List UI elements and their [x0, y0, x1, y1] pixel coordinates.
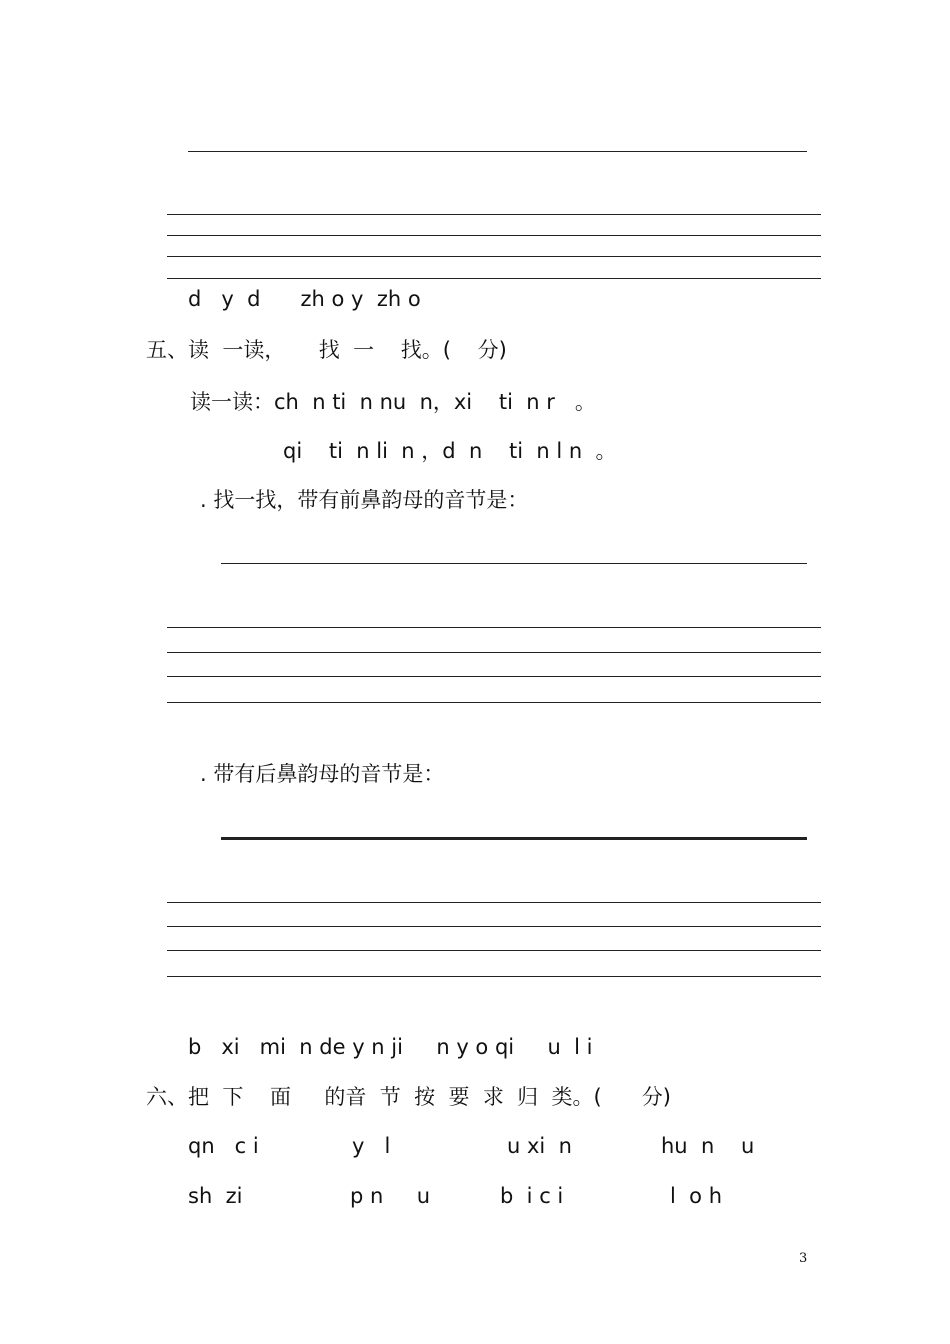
read-line-1: 读一读：ch n ti n nu n，xi ti n r 。 — [190, 390, 596, 414]
page-number: 3 — [799, 1251, 808, 1266]
syllable-item: hu n u — [661, 1134, 755, 1158]
syllable-item: qn c i — [188, 1134, 259, 1158]
pinyin-line: d y d zh o y zh o — [188, 287, 421, 311]
writing-line — [167, 950, 821, 951]
writing-line — [167, 652, 821, 653]
syllable-item: b i c i — [500, 1184, 564, 1208]
writing-line — [167, 278, 821, 279]
section-heading-5: 五、读 一读， 找 一 找。( 分) — [146, 338, 507, 362]
section-heading-6: 六、把 下 面 的音 节 按 要 求 归 类。( 分) — [146, 1085, 671, 1109]
answer-line — [221, 563, 807, 564]
writing-line — [167, 214, 821, 215]
syllable-item: l o h — [670, 1184, 723, 1208]
writing-line — [167, 256, 821, 257]
writing-line — [167, 676, 821, 677]
answer-line — [188, 151, 807, 152]
syllable-item: y l — [352, 1134, 391, 1158]
find-back-nasal-prompt: . 带有后鼻韵母的音节是： — [200, 762, 445, 786]
writing-line — [167, 902, 821, 903]
syllable-item: sh zi — [188, 1184, 243, 1208]
find-front-nasal-prompt: . 找一找，带有前鼻韵母的音节是： — [200, 488, 529, 512]
pinyin-line: b xi mi n de y n ji n y o qi u l i — [188, 1035, 593, 1059]
writing-line — [167, 627, 821, 628]
answer-line — [221, 837, 807, 840]
writing-line — [167, 926, 821, 927]
read-line-2: qi ti n li n ，d n ti n l n 。 — [283, 439, 617, 463]
writing-line — [167, 702, 821, 703]
syllable-item: u xi n — [507, 1134, 572, 1158]
writing-line — [167, 235, 821, 236]
writing-line — [167, 976, 821, 977]
syllable-item: p n u — [350, 1184, 431, 1208]
